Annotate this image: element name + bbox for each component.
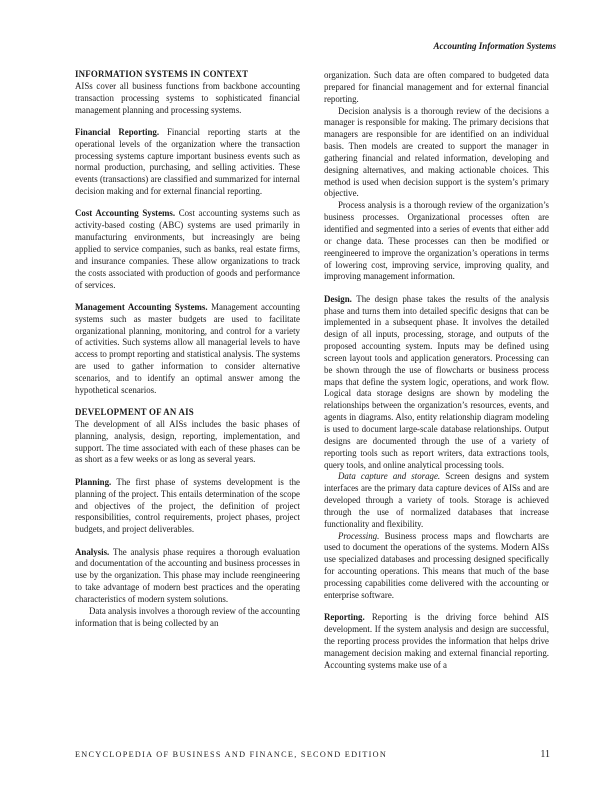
- page-number: 11: [540, 749, 550, 760]
- reporting-term: Reporting.: [324, 612, 365, 623]
- management-accounting-term: Management Accounting Systems.: [75, 301, 208, 312]
- running-title: Accounting Information Systems: [433, 41, 556, 51]
- book-title: ENCYCLOPEDIA OF BUSINESS AND FINANCE, SECOND EDITION: [75, 750, 388, 759]
- intro-paragraph: AISs cover all business functions from backbone accounting transaction processing systems to sophisticated financial management planning and processing systems.: [75, 80, 300, 115]
- cost-accounting-body: Cost accounting systems such as activity-based costing (ABC) systems are used primarily in manufacturing environments, but increasingly are being applied to service companies, such as banks, real estate firms, and insurance companies. These allow organizations to track the costs associated with production of goods and performance of services.: [75, 208, 300, 290]
- page-footer: [75, 749, 550, 760]
- data-analysis-paragraph: Data analysis involves a thorough review of the accounting information that is being collected by an: [75, 605, 300, 628]
- data-capture-body: Screen designs and system interfaces are the primary data capture devices of AISs and are developed through a variety of tools. Storage is achieved through the use of normalized databases that increase functionality and flexibility.: [324, 471, 550, 529]
- management-accounting-paragraph: [75, 302, 300, 397]
- cost-accounting-term: Cost Accounting Systems.: [75, 208, 176, 219]
- data-capture-paragraph: [324, 471, 549, 530]
- right-column: [324, 70, 549, 671]
- processing-paragraph: [324, 531, 549, 602]
- data-analysis-continued: organization. Such data are often compared to budgeted data prepared for financial management and for external financial reporting.: [324, 70, 549, 104]
- design-body: The design phase takes the results of the analysis phase and turns them into detailed specific designs that can be implemented in a subsequent phase. It involves the detailed design of all inputs, processing, storage, and outputs of the proposed accounting system. Inputs may be defined using screen layout tools and application generators. Processing can be shown through the use of flowcharts or business process maps that define the system logic, operations, and work flow. Logical data storage designs are shown by modeling the relationships between the organization’s resources, events, and agents in diagrams. Also, entity relationship diagram modeling is used to document large-scale database relationships. Output designs are documented through the use of a variety of reporting tools such as report writers, data extractions tools, query tools, and online analytical processing tools.: [324, 293, 549, 470]
- reporting-paragraph: [324, 612, 549, 671]
- analysis-term: Analysis.: [75, 546, 110, 557]
- analysis-paragraph: [75, 547, 300, 606]
- financial-reporting-body: Financial reporting starts at the operational levels of the organization where the transaction processing systems capture important business events such as normal production, purchasing, and selling activities. These events (transactions) are classified and summarized for internal decision making and for external financial reporting.: [75, 126, 300, 197]
- design-term: Design.: [324, 293, 352, 304]
- processing-body: Business process maps and flowcharts are used to document the operations of the systems. Modern AISs use specialized databases and processing designed specifically for accounting operations. This means that much of the base processing capabilities come delivered with the accounting or enterprise software.: [324, 530, 549, 600]
- process-analysis-paragraph: Process analysis is a thorough review of the organization’s business processes. Organizational processes often are identified and segmented into a series of events that either add or change data. These processes can then be modified or reengineered to improve the organization’s operations in terms of lowering cost, improving service, improving quality, and improving management information.: [324, 200, 549, 282]
- planning-paragraph: [75, 477, 300, 536]
- cost-accounting-paragraph: [75, 208, 300, 291]
- planning-body: The first phase of systems development is the planning of the project. This entails determination of the scope and objectives of the project, the definition of project responsibilities, control requirements, project phases, project budgets, and project deliverables.: [75, 476, 300, 535]
- analysis-body: The analysis phase requires a thorough evaluation and documentation of the accounting and business processes in use by the organization. This phase may include reengineering to take advantage of modern best practices and the operating characteristics of modern system solutions.: [75, 546, 300, 604]
- financial-reporting-term: Financial Reporting.: [75, 126, 160, 137]
- processing-term: Processing.: [338, 530, 380, 541]
- management-accounting-body: Management accounting systems such as master budgets are used to facilitate organizational planning, monitoring, and control for a variety of activities. Such systems allow all managerial levels to have access to prompt reporting and statistical analysis. The systems are used to gather information to consider alternative scenarios, and to identify an optimal answer among the hypothetical scenarios.: [75, 301, 300, 395]
- left-column: [75, 69, 300, 629]
- section-heading-development: DEVELOPMENT OF AN AIS: [75, 407, 194, 418]
- reporting-body: Reporting is the driving force behind AIS development. If the system analysis and design are successful, the reporting process provides the information that helps drive management decision making and external financial reporting. Accounting systems make use of a: [324, 612, 549, 670]
- development-paragraph: The development of all AISs includes the basic phases of planning, analysis, design, reporting, implementation, and support. The time associated with each of these phases can be as short as a few weeks or as long as several years.: [75, 418, 300, 465]
- decision-analysis-paragraph: Decision analysis is a thorough review of the decisions a manager is responsible for making. The primary decisions that managers are responsible for are identified on an individual basis. Then models are created to support the manager in gathering financial and related information, developing and designing alternatives, and making actionable choices. This method is used when decision support is the system’s primary objective.: [324, 105, 549, 199]
- planning-term: Planning.: [75, 476, 112, 487]
- data-capture-term: Data capture and storage.: [338, 471, 441, 482]
- section-heading-information-systems: INFORMATION SYSTEMS IN CONTEXT: [75, 69, 249, 79]
- design-paragraph: [324, 294, 549, 472]
- financial-reporting-paragraph: [75, 127, 300, 198]
